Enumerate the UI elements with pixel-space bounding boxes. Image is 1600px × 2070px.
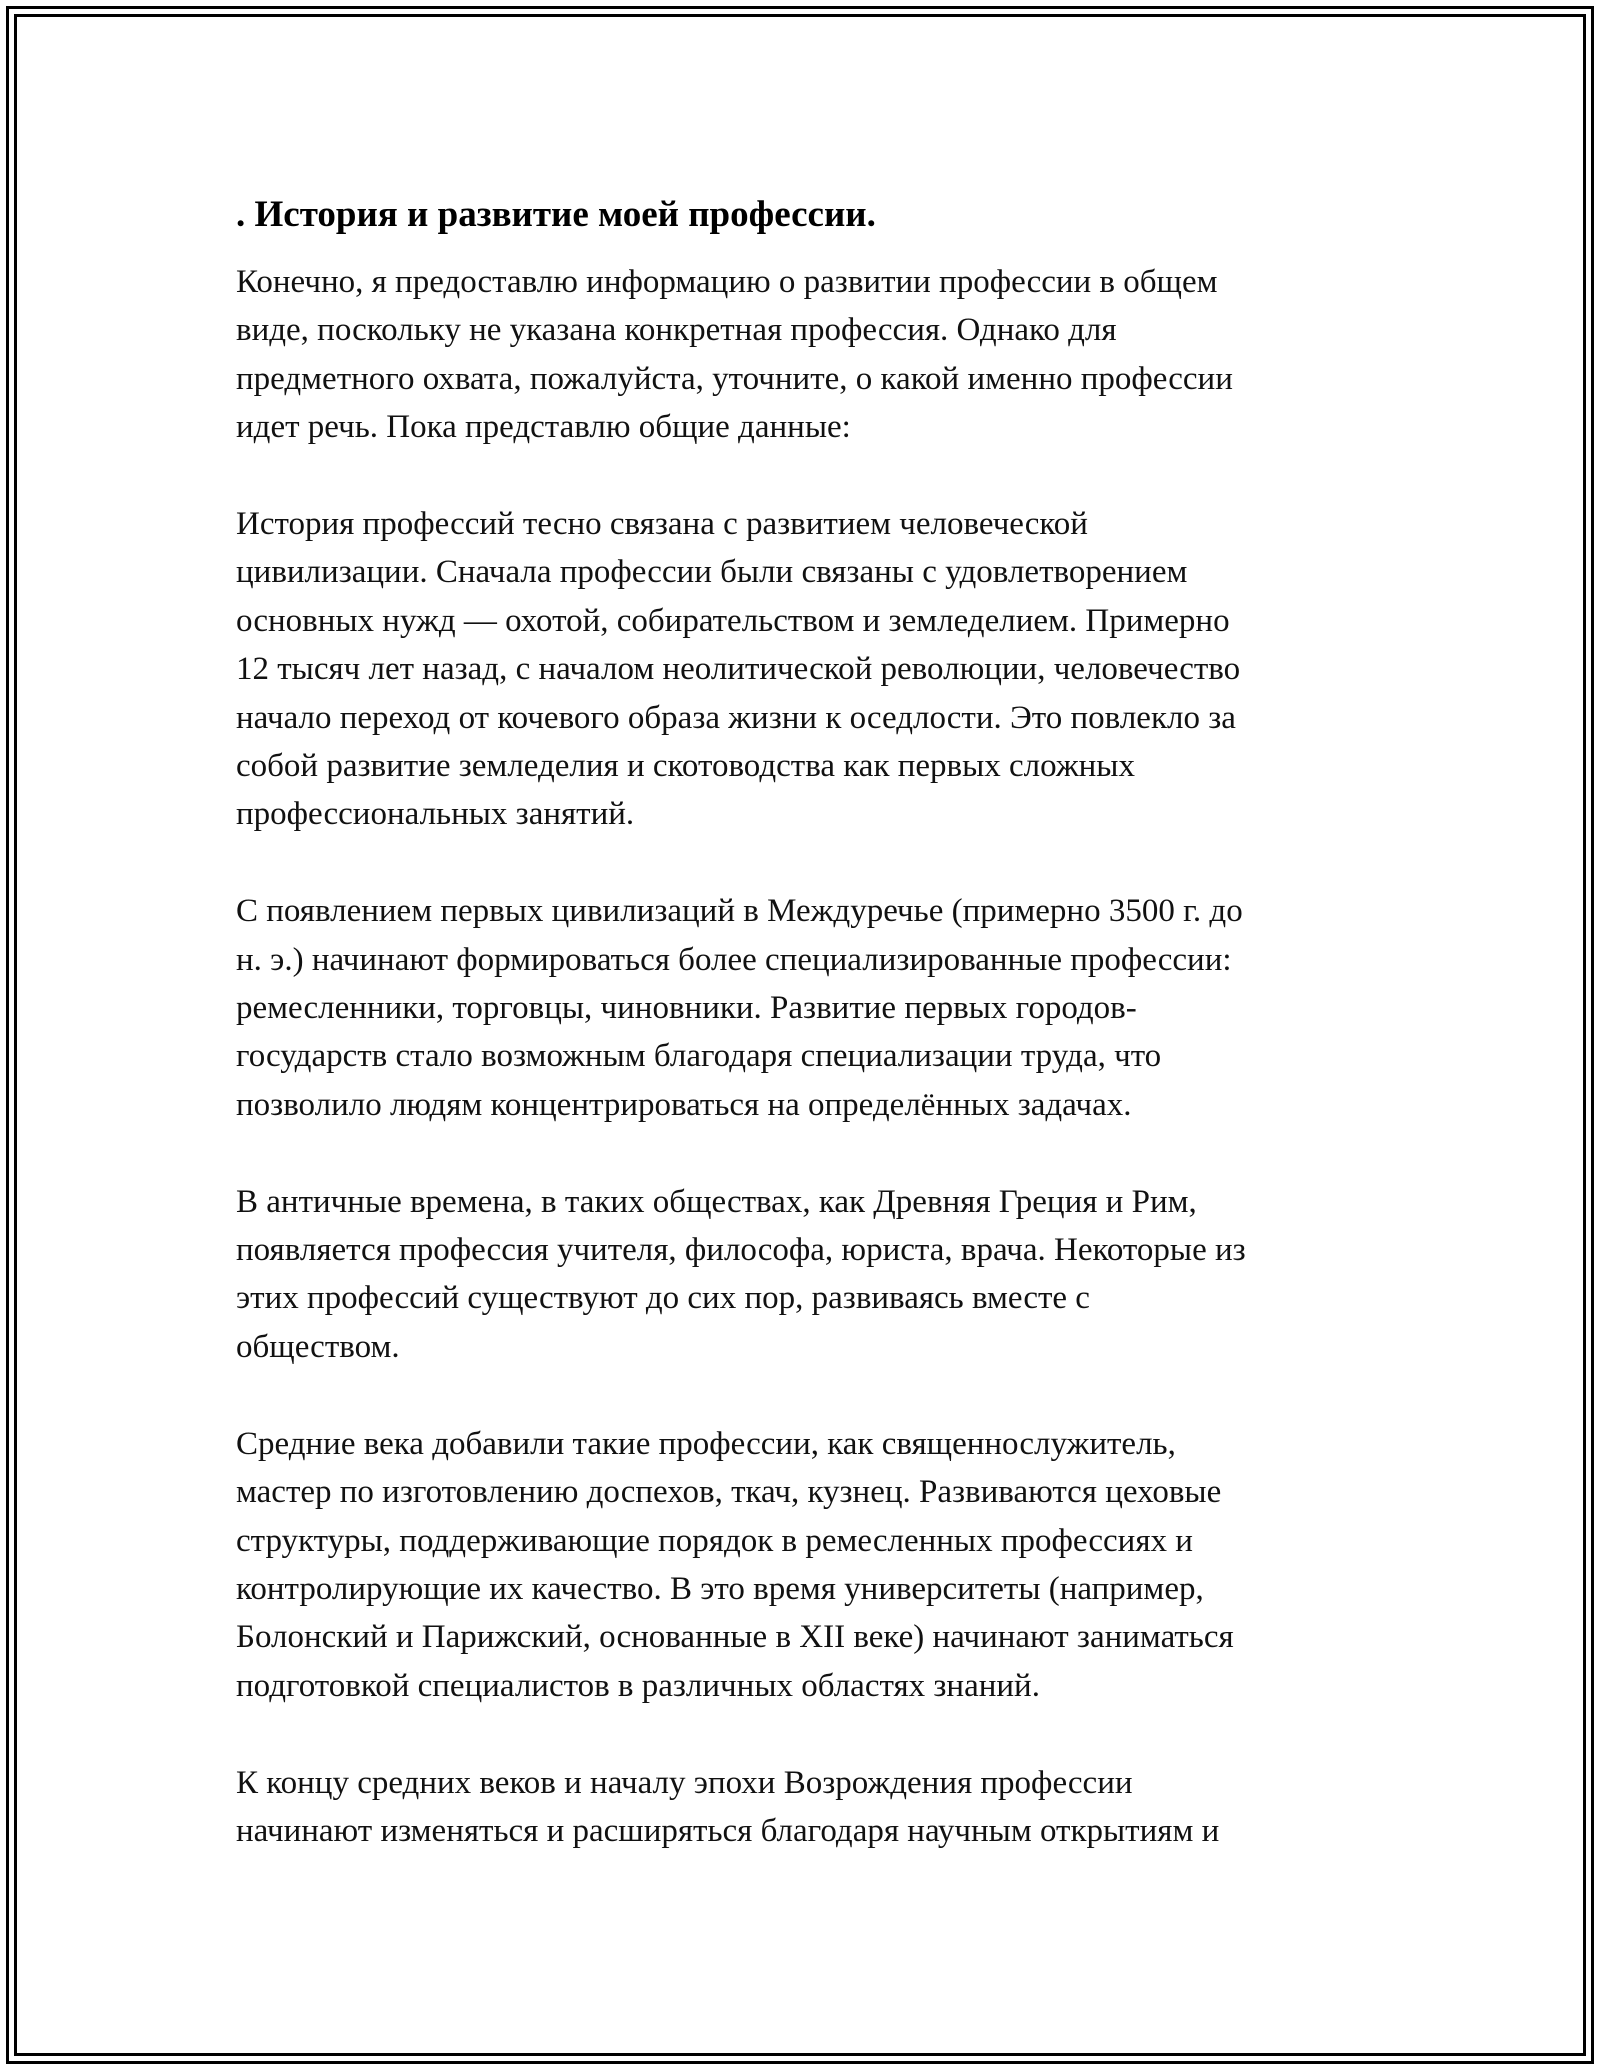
text-line: Болонский и Парижский, основанные в XII веке) начинают заниматься xyxy=(236,1619,1234,1656)
paragraph-history-origins xyxy=(236,500,1376,839)
text-line: ремесленники, торговцы, чиновники. Развитие первых городов- xyxy=(236,990,1137,1027)
text-line: государств стало возможным благодаря специализации труда, что xyxy=(236,1038,1162,1075)
paragraph-mesopotamia xyxy=(236,887,1376,1129)
text-line: позволило людям концентрироваться на определённых задачах. xyxy=(236,1086,1132,1123)
text-line: предметного охвата, пожалуйста, уточните, о какой именно профессии xyxy=(236,360,1233,397)
text-line: н. э.) начинают формироваться более специализированные профессии: xyxy=(236,941,1232,978)
text-line: контролирующие их качество. В это время университеты (например, xyxy=(236,1570,1204,1607)
text-line: идет речь. Пока представлю общие данные: xyxy=(236,409,851,446)
text-line: начинают изменяться и расширяться благодаря научным открытиям и xyxy=(236,1812,1220,1849)
text-line: начало переход от кочевого образа жизни к оседлости. Это повлекло за xyxy=(236,699,1236,736)
text-line: обществом. xyxy=(236,1328,400,1365)
text-line: основных нужд — охотой, собирательством и земледелием. Примерно xyxy=(236,602,1230,639)
text-line: профессиональных занятий. xyxy=(236,796,635,833)
text-line: структуры, поддерживающие порядок в ремесленных профессиях и xyxy=(236,1522,1193,1559)
text-line: Средние века добавили такие профессии, как священнослужитель, xyxy=(236,1425,1176,1462)
text-line: мастер по изготовлению доспехов, ткач, кузнец. Развиваются цеховые xyxy=(236,1474,1222,1511)
text-line: подготовкой специалистов в различных областях знаний. xyxy=(236,1667,1040,1704)
text-line: С появлением первых цивилизаций в Междуречье (примерно 3500 г. до xyxy=(236,893,1243,930)
paragraph-middle-ages xyxy=(236,1420,1376,1710)
text-line: появляется профессия учителя, философа, юриста, врача. Некоторые из xyxy=(236,1232,1246,1269)
text-line: этих профессий существуют до сих пор, развиваясь вместе с xyxy=(236,1280,1090,1317)
text-line: виде, поскольку не указана конкретная профессия. Однако для xyxy=(236,312,1117,349)
text-line: цивилизации. Сначала профессии были связаны с удовлетворением xyxy=(236,554,1188,591)
document-title: . История и развитие моей профессии. xyxy=(236,194,876,235)
text-line: В античные времена, в таких обществах, как Древняя Греция и Рим, xyxy=(236,1183,1197,1220)
text-line: Конечно, я предоставлю информацию о развитии профессии в общем xyxy=(236,264,1218,300)
text-line: К концу средних веков и началу эпохи Возрождения профессии xyxy=(236,1764,1133,1801)
text-line: 12 тысяч лет назад, с началом неолитической революции, человечество xyxy=(236,651,1241,688)
document-body xyxy=(236,186,1376,1855)
text-line: собой развитие земледелия и скотоводства как первых сложных xyxy=(236,748,1135,785)
paragraph-intro xyxy=(236,258,1376,452)
paragraph-renaissance xyxy=(236,1759,1376,1856)
paragraph-antiquity xyxy=(236,1178,1376,1372)
text-line: История профессий тесно связана с развитием человеческой xyxy=(236,506,1088,543)
